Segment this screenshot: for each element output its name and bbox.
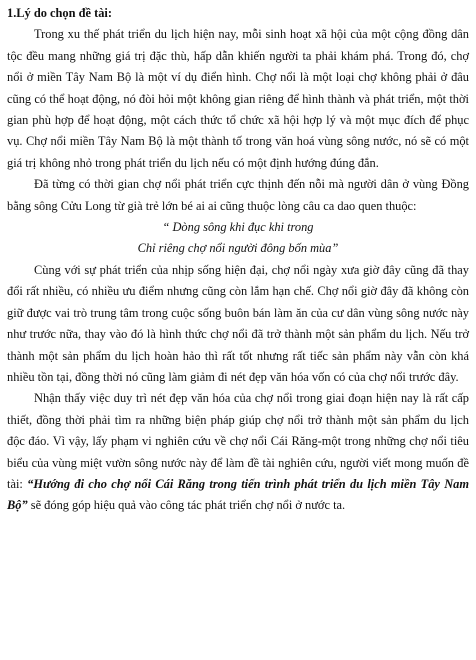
- paragraph-3: Cùng với sự phát triển của nhịp sống hiện đại, chợ nổi ngày xưa giờ đây cũng đã thay đổi rất nhiều, có nhiều ưu điểm nhưng cũng còn lắm hạn chế. Chợ nổi giờ đây đã không còn giữ được vai trò trung tâm trong cuộc sống buôn bán làm ăn của cư dân vùng sông nước này như trước nữa, thay vào đó là hình thức chợ nổi đã trở thành một sản phẩm du lịch. Nếu trở thành một sản phẩm du lịch hoàn hảo thì rất tốt nhưng rất tiếc sản phẩm này vẫn còn khá nhiều tồn tại, đồng thời nó cũng làm giảm đi nét đẹp văn hóa vốn có của chợ nổi trước đây.: [7, 262, 469, 384]
- paragraph-1: Trong xu thế phát triển du lịch hiện nay, mỗi sinh hoạt xã hội của một cộng đồng dân tộc đều mang những giá trị đặc thù, hấp dẫn khiến người ta phải khám phá. Trong đó, chợ nổi ở miền Tây Nam Bộ là một ví dụ điển hình. Chợ nổi là một loại chợ không phải ở đâu cũng có thể hoạt động, nó đòi hỏi một không gian riêng để hình thành và phát triển, một thời gian phù hợp để hoạt động, một cách thức tổ chức xã hội hợp lý và một mục đích để phục vụ. Chợ nổi miền Tây Nam Bộ là một thành tố trong văn hoá vùng sông nước, nó sẽ có một giá trị không nhỏ trong phát triển du lịch nếu có một định hướng đúng đắn.: [7, 27, 469, 170]
- topic-title-emphasis: “Hướng đi cho chợ nổi Cái Răng trong tiến trình phát triển du lịch miền Tây Nam Bộ”: [7, 476, 469, 513]
- paragraph-4-text: Nhận thấy việc duy trì nét đẹp văn hóa của chợ nổi trong giai đoạn hiện nay là rất cấp thiết, đồng thời phải tìm ra những biện pháp giúp chợ nổi trở thành một sản phẩm du lịch độc đáo. Vì vậy, lấy phạm vi nghiên cứu về chợ nổi Cái Răng-một trong những chợ nổi tiêu biểu của vùng miệt vườn sông nước này để làm đề tài nghiên cứu, người viết mong muốn đề tài:: [7, 391, 469, 491]
- paragraph-2: Đã từng có thời gian chợ nổi phát triển cực thịnh đến nỗi mà người dân ở vùng Đồng bằng sông Cửu Long từ già trẻ lớn bé ai ai cũng thuộc lòng câu ca dao quen thuộc:: [7, 177, 469, 213]
- quote-line-2: Chỉ riêng chợ nổi người đông bốn mùa”: [137, 241, 339, 256]
- quote-line-1: “ Dòng sông khi đục khi trong: [162, 220, 314, 235]
- paragraph-4: [7, 388, 469, 516]
- paragraph-4-ending: sẽ đóng góp hiệu quả vào công tác phát triển chợ nổi ở nước ta.: [27, 498, 346, 513]
- section-heading: 1.Lý do chọn đề tài:: [7, 6, 112, 20]
